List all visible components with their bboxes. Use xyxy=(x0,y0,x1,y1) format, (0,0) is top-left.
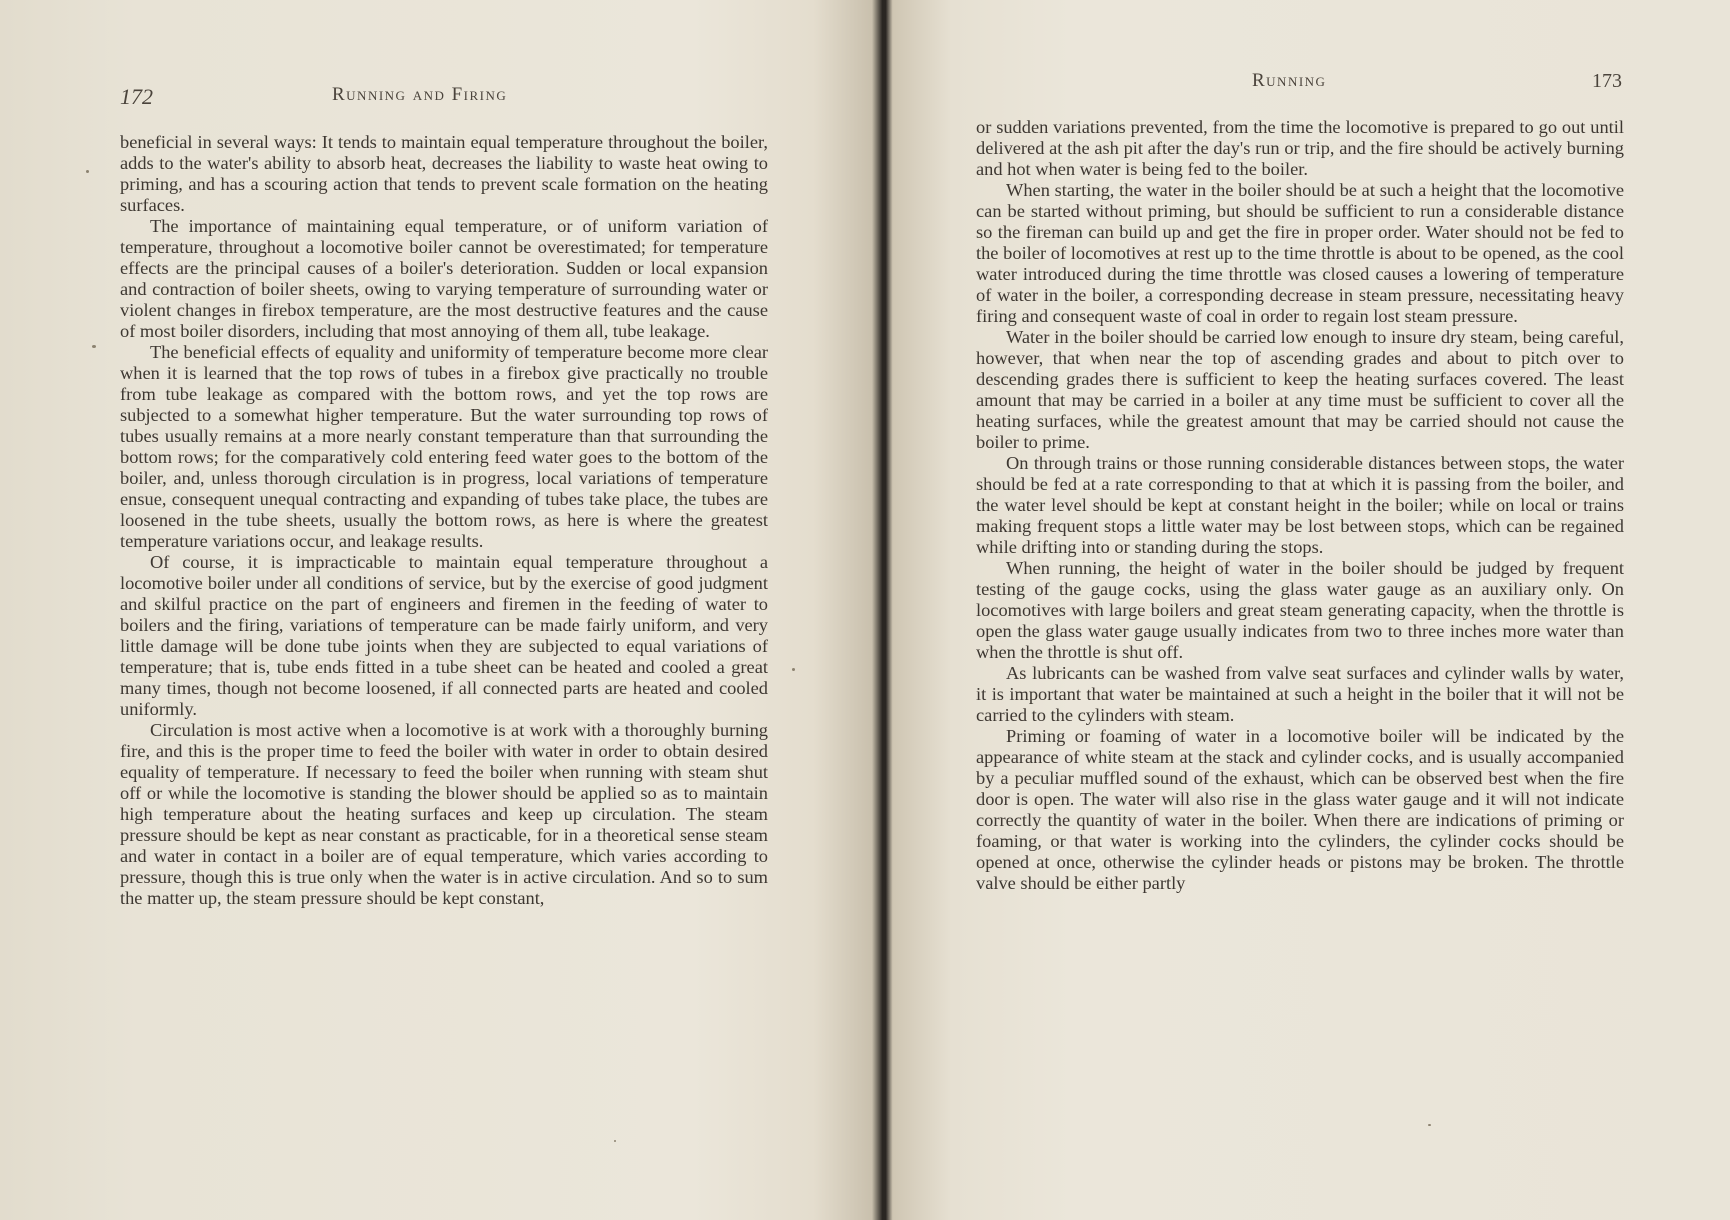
paragraph: beneficial in several ways: It tends to maintain equal temperature throughout the boiler, adds to the water's ability to absorb heat, decreases the liability to waste heat owing to priming, and has a scouring action that tends to prevent scale formation on the heating surfaces. xyxy=(120,132,768,215)
right-running-head: Running xyxy=(1252,70,1327,91)
paragraph: Water in the boiler should be carried low enough to insure dry steam, being careful, however, that when near the top of ascending grades and about to pitch over to descending grades there is sufficient to keep the heating surfaces covered. The least amount that may be carried in a boiler at any time must be sufficient to cover all the heating surfaces, while the greatest amount that may be carried should not cause the boiler to prime. xyxy=(976,327,1624,452)
right-page-number: 173 xyxy=(1592,70,1622,92)
paragraph: As lubricants can be washed from valve seat surfaces and cylinder walls by water, it is important that water be maintained at such a height in the boiler that it will not be carried to the cylinders with steam. xyxy=(976,663,1624,725)
paragraph: On through trains or those running considerable distances between stops, the water should be fed at a rate corresponding to that at which it is passing from the boiler, and the water level should be kept at constant height in the boiler; while on local or trains making frequent stops a little water may be lost between stops, which can be regained while drifting into or standing during the stops. xyxy=(976,453,1624,557)
paragraph: Of course, it is impracticable to maintain equal temperature throughout a locomotive boiler under all conditions of service, but by the exercise of good judgment and skilful practice on the part of engineers and firemen in the feeding of water to boilers and the firing, variations of temperature can be made fairly uniform, and very little damage will be done tube joints when they are subjected to equal variations of temperature; that is, tube ends fitted in a tube sheet can be heated and cooled a great many times, though not become loosened, if all connected parts are heated and cooled uniformly. xyxy=(120,552,768,719)
paragraph: The beneficial effects of equality and uniformity of temperature become more clear when it is learned that the top rows of tubes in a firebox give practically no trouble from tube leakage as compared with the bottom rows, and yet the top rows are subjected to a somewhat higher temperature. But the water surrounding top rows of tubes usually remains at a more nearly constant temperature than that surrounding the bottom rows; for the comparatively cold entering feed water goes to the bottom of the boiler, and, unless thorough circulation is in progress, local variations of temperature ensue, consequent unequal contracting and expanding of tubes take place, the tubes are loosened in the tube sheets, usually the bottom rows, as here is where the greatest temperature variations occur, and leakage results. xyxy=(120,342,768,551)
left-running-head: Running and Firing xyxy=(332,84,508,105)
paragraph: Priming or foaming of water in a locomotive boiler will be indicated by the appearance of white steam at the stack and cylinder cocks, and is usually accompanied by a peculiar muffled sound of the exhaust, which can be observed best when the fire door is open. The water will also rise in the glass water gauge and it will not indicate correctly the quantity of water in the boiler. When there are indications of priming or foaming, or that water is working into the cylinders, the cylinder cocks should be opened at once, otherwise the cylinder heads or pistons may be broken. The throttle valve should be either partly xyxy=(976,726,1624,893)
paragraph: The importance of maintaining equal temperature, or of uniform variation of temperature, throughout a locomotive boiler cannot be overestimated; for temperature effects are the principal causes of a boiler's deterioration. Sudden or local expansion and contraction of boiler sheets, owing to varying temperature of surrounding water or violent changes in firebox temperature, are the most destructive features and the cause of most boiler disorders, including that most annoying of them all, tube leakage. xyxy=(120,216,768,341)
paragraph: When starting, the water in the boiler should be at such a height that the locomotive can be started without priming, but should be sufficient to run a considerable distance so the fireman can build up and get the fire in proper order. Water should not be fed to the boiler of locomotives at rest up to the time throttle is about to be opened, as the cool water introduced during the time throttle was closed causes a lowering of temperature of water in the boiler, a corresponding decrease in steam pressure, necessitating heavy firing and consequent waste of coal in order to regain lost steam pressure. xyxy=(976,180,1624,326)
left-page-body xyxy=(120,132,768,909)
paper-speck xyxy=(614,1140,616,1142)
right-page-body xyxy=(976,117,1624,894)
paper-speck xyxy=(1428,1124,1431,1126)
paper-speck xyxy=(86,170,89,173)
paragraph: or sudden variations prevented, from the time the locomotive is prepared to go out until delivered at the ash pit after the day's run or trip, and the fire should be actively burning and hot when water is being fed to the boiler. xyxy=(976,117,1624,179)
paper-speck xyxy=(792,668,795,671)
left-page-number: 172 xyxy=(120,84,153,109)
paragraph: When running, the height of water in the boiler should be judged by frequent testing of the gauge cocks, using the glass water gauge as an auxiliary only. On locomotives with large boilers and great steam generating capacity, when the throttle is open the glass water gauge usually indicates from two to three inches more water than when the throttle is shut off. xyxy=(976,558,1624,662)
paper-speck xyxy=(92,345,96,348)
right-page xyxy=(882,0,1730,1220)
paragraph: Circulation is most active when a locomotive is at work with a thoroughly burning fire, and this is the proper time to feed the boiler with water in order to obtain desired equality of temperature. If necessary to feed the boiler when running with steam shut off or while the locomotive is standing the blower should be applied so as to maintain high temperature about the heating surfaces and keep up circulation. The steam pressure should be kept as near constant as practicable, for in a theoretical sense steam and water in contact in a boiler are of equal temperature, which varies according to pressure, though this is true only when the water is in active circulation. And so to sum the matter up, the steam pressure should be kept constant, xyxy=(120,720,768,908)
